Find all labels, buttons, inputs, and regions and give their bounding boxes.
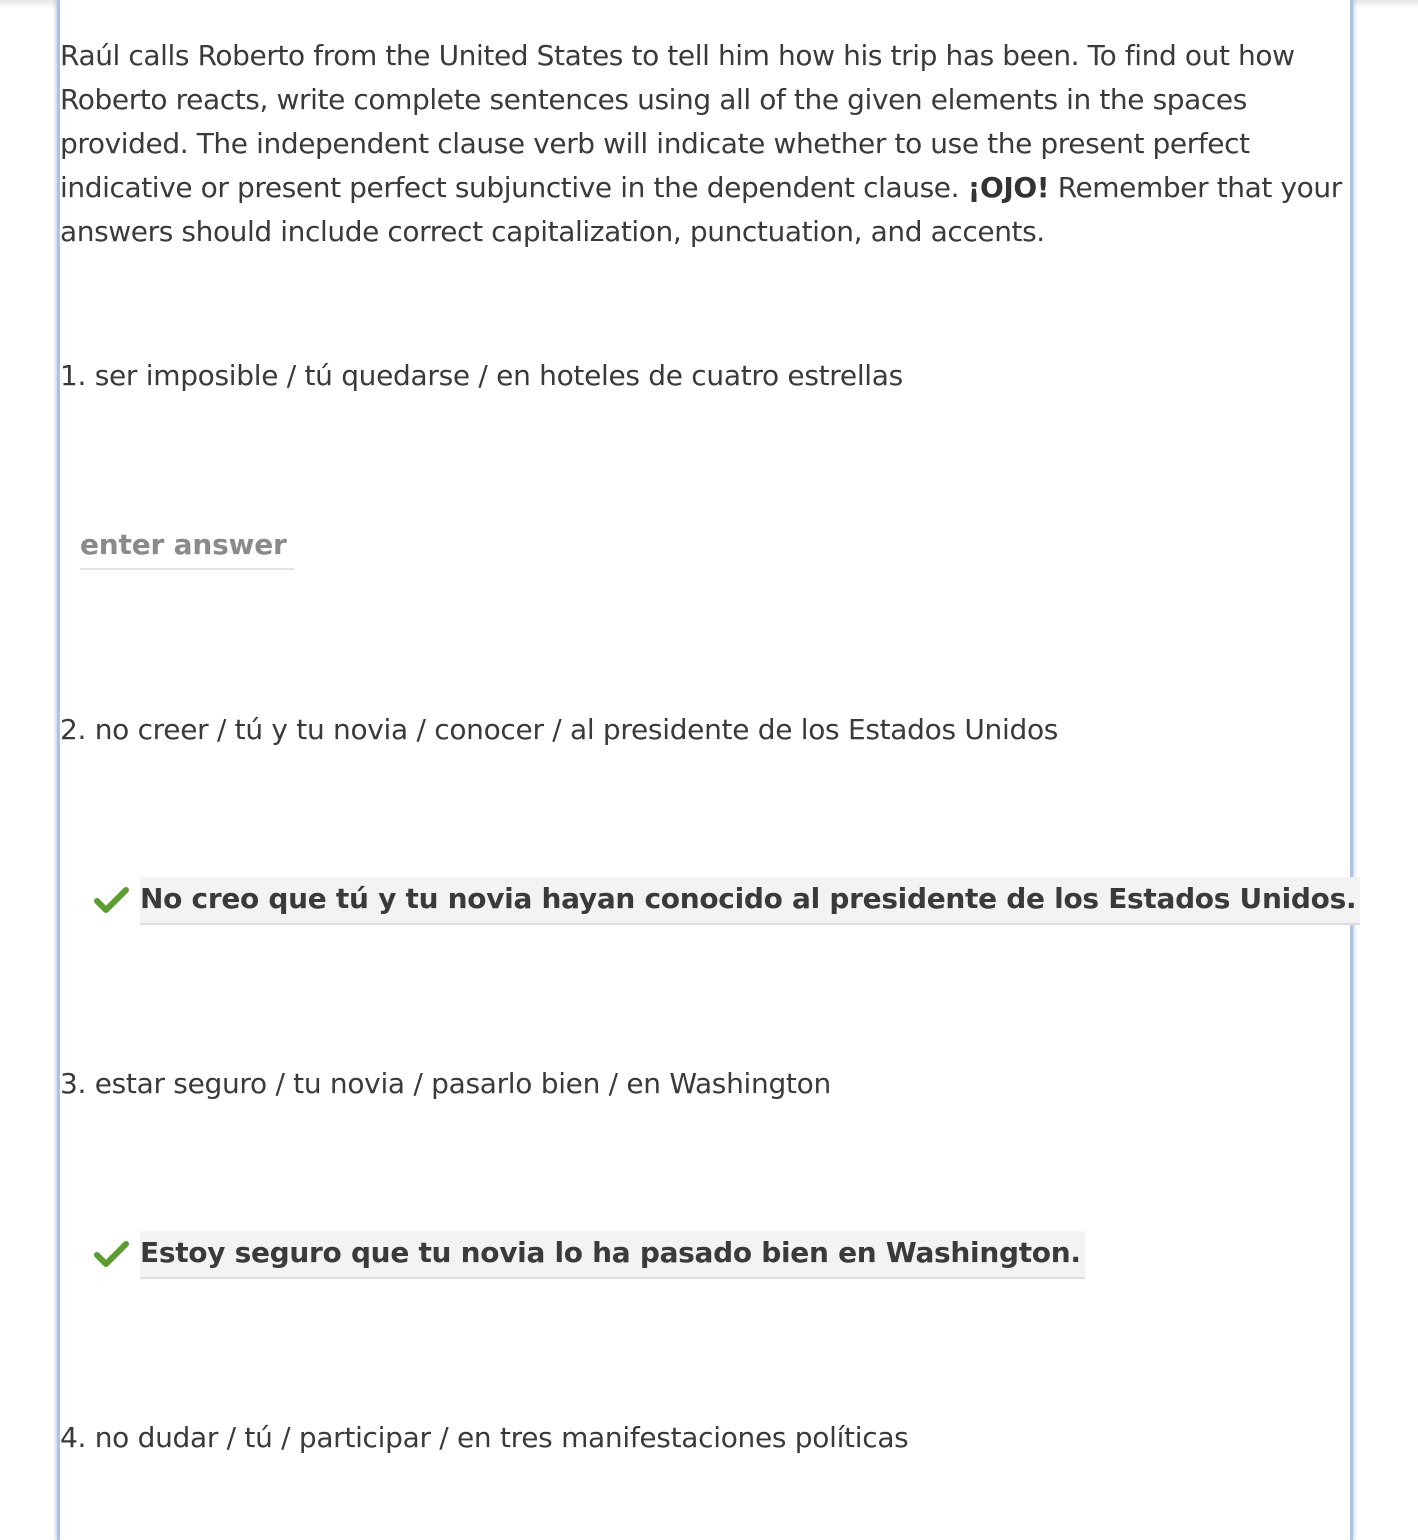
instructions-emphasis: ¡OJO!	[967, 171, 1050, 204]
question-3-answer-input[interactable]: Estoy seguro que tu novia lo ha pasado bien en Washington.	[140, 1231, 1085, 1279]
question-panel	[57, 0, 1357, 1540]
instructions-text-end: Remember that your answers should include correct capitalization, punctuation, and accents.	[60, 171, 1342, 248]
question-1-prompt: 1. ser imposible / tú quedarse / en hoteles de cuatro estrellas	[60, 359, 903, 392]
question-content	[60, 34, 1357, 1454]
question-1-answer-row	[80, 524, 295, 570]
question-4-prompt: 4. no dudar / tú / participar / en tres manifestaciones políticas	[60, 1421, 909, 1454]
instructions-text: Raúl calls Roberto from the United States to tell him how his trip has been. To find out how Roberto reacts, write complete sentences using all of the given elements in the spaces provided. The independent clause verb will indicate whether to use the present perfect indicative or present perfect subjunctive in the dependent clause.	[60, 39, 1295, 204]
question-2-prompt: 2. no creer / tú y tu novia / conocer / al presidente de los Estados Unidos	[60, 713, 1059, 746]
checkmark-icon	[94, 886, 130, 916]
question-1-answer-input[interactable]: enter answer	[80, 524, 295, 570]
question-3-prompt: 3. estar seguro / tu novia / pasarlo bien / en Washington	[60, 1067, 831, 1100]
instructions	[60, 34, 1342, 254]
question-2-answer-row	[94, 877, 1360, 925]
question-2-answer-input[interactable]: No creo que tú y tu novia hayan conocido al presidente de los Estados Unidos.	[140, 877, 1360, 925]
checkmark-icon	[94, 1240, 130, 1270]
question-3-answer-row	[94, 1231, 1085, 1279]
